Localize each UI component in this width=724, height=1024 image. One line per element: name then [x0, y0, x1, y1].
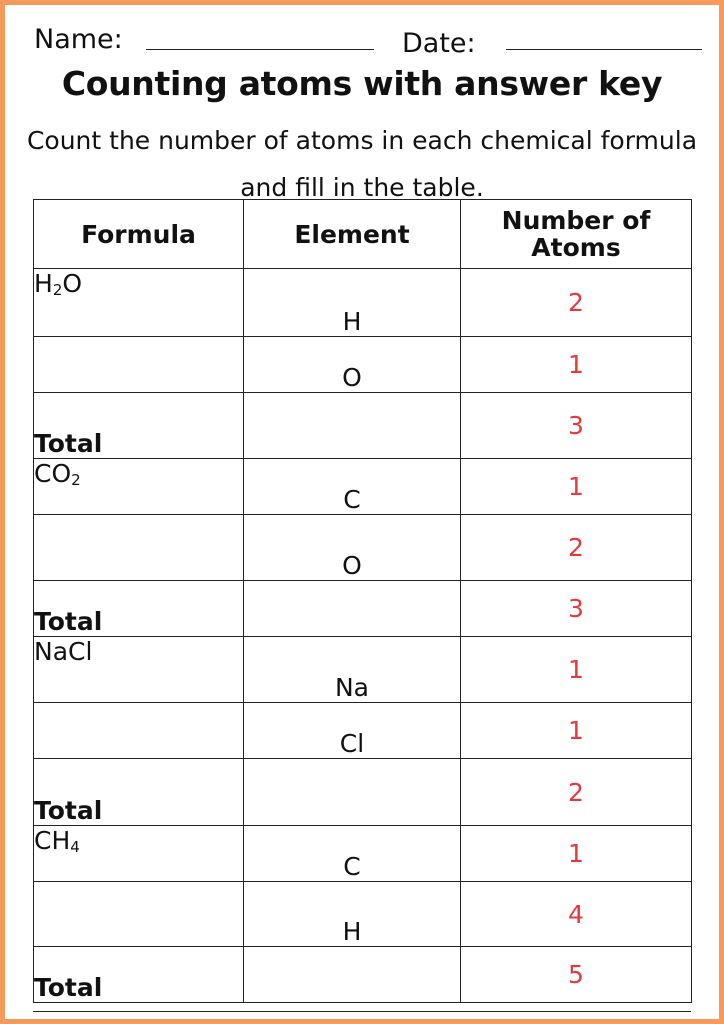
total-label: Total	[34, 581, 244, 637]
formula-cell	[34, 882, 244, 947]
formula-subscript: 2	[52, 281, 63, 299]
formula-subscript: 4	[70, 838, 80, 856]
element-cell	[244, 393, 461, 459]
element-cell: Cl	[244, 703, 461, 759]
formula-cell	[34, 637, 244, 703]
formula-text: CH	[34, 826, 71, 855]
formula-cell	[34, 515, 244, 581]
formula-cell	[34, 337, 244, 393]
formula-cell	[34, 826, 244, 882]
atom-count-cell: 5	[461, 947, 692, 1003]
formula-cell	[34, 459, 244, 515]
table-row	[34, 826, 692, 882]
atoms-table	[33, 199, 692, 1003]
total-label: Total	[34, 759, 244, 826]
atom-count-cell: 3	[461, 581, 692, 637]
table-row	[34, 703, 692, 759]
table-bottom-rule	[33, 1011, 691, 1012]
formula-text-after: O	[62, 269, 83, 298]
atom-count-cell: 1	[461, 459, 692, 515]
total-label: Total	[34, 947, 244, 1003]
atom-count-cell: 2	[461, 269, 692, 337]
name-field[interactable]	[146, 49, 374, 50]
instructions: Count the number of atoms in each chemical formula and fill in the table.	[26, 126, 698, 202]
column-header-element: Element	[244, 200, 461, 269]
atom-count-cell: 1	[461, 703, 692, 759]
date-field[interactable]	[506, 49, 702, 50]
formula-cell	[34, 269, 244, 337]
table-row	[34, 515, 692, 581]
date-label: Date:	[402, 28, 476, 59]
element-cell: C	[244, 826, 461, 882]
atom-count-cell: 1	[461, 637, 692, 703]
total-row	[34, 581, 692, 637]
table-row	[34, 269, 692, 337]
worksheet-title: Counting atoms with answer key	[61, 64, 663, 103]
element-cell	[244, 947, 461, 1003]
table-row	[34, 637, 692, 703]
column-header-formula: Formula	[34, 200, 244, 269]
formula-text: NaCl	[34, 637, 93, 666]
atom-count-cell: 1	[461, 337, 692, 393]
formula-cell	[34, 703, 244, 759]
atom-count-cell: 2	[461, 515, 692, 581]
formula-text: CO	[34, 459, 72, 488]
element-cell: O	[244, 337, 461, 393]
atom-count-cell: 1	[461, 826, 692, 882]
element-cell	[244, 759, 461, 826]
total-row	[34, 393, 692, 459]
table-header-row	[34, 200, 692, 269]
atom-count-cell: 2	[461, 759, 692, 826]
formula-subscript: 2	[71, 471, 81, 489]
element-cell: O	[244, 515, 461, 581]
column-header-number-of-atoms: Number of Atoms	[461, 200, 692, 269]
total-row	[34, 759, 692, 826]
element-cell: H	[244, 269, 461, 337]
formula-text: H	[34, 269, 53, 298]
element-cell: C	[244, 459, 461, 515]
name-label: Name:	[34, 24, 123, 55]
total-label: Total	[34, 393, 244, 459]
total-row	[34, 947, 692, 1003]
element-cell: H	[244, 882, 461, 947]
table-row	[34, 337, 692, 393]
element-cell	[244, 581, 461, 637]
table-row	[34, 459, 692, 515]
table-row	[34, 882, 692, 947]
atom-count-cell: 4	[461, 882, 692, 947]
atom-count-cell: 3	[461, 393, 692, 459]
element-cell: Na	[244, 637, 461, 703]
